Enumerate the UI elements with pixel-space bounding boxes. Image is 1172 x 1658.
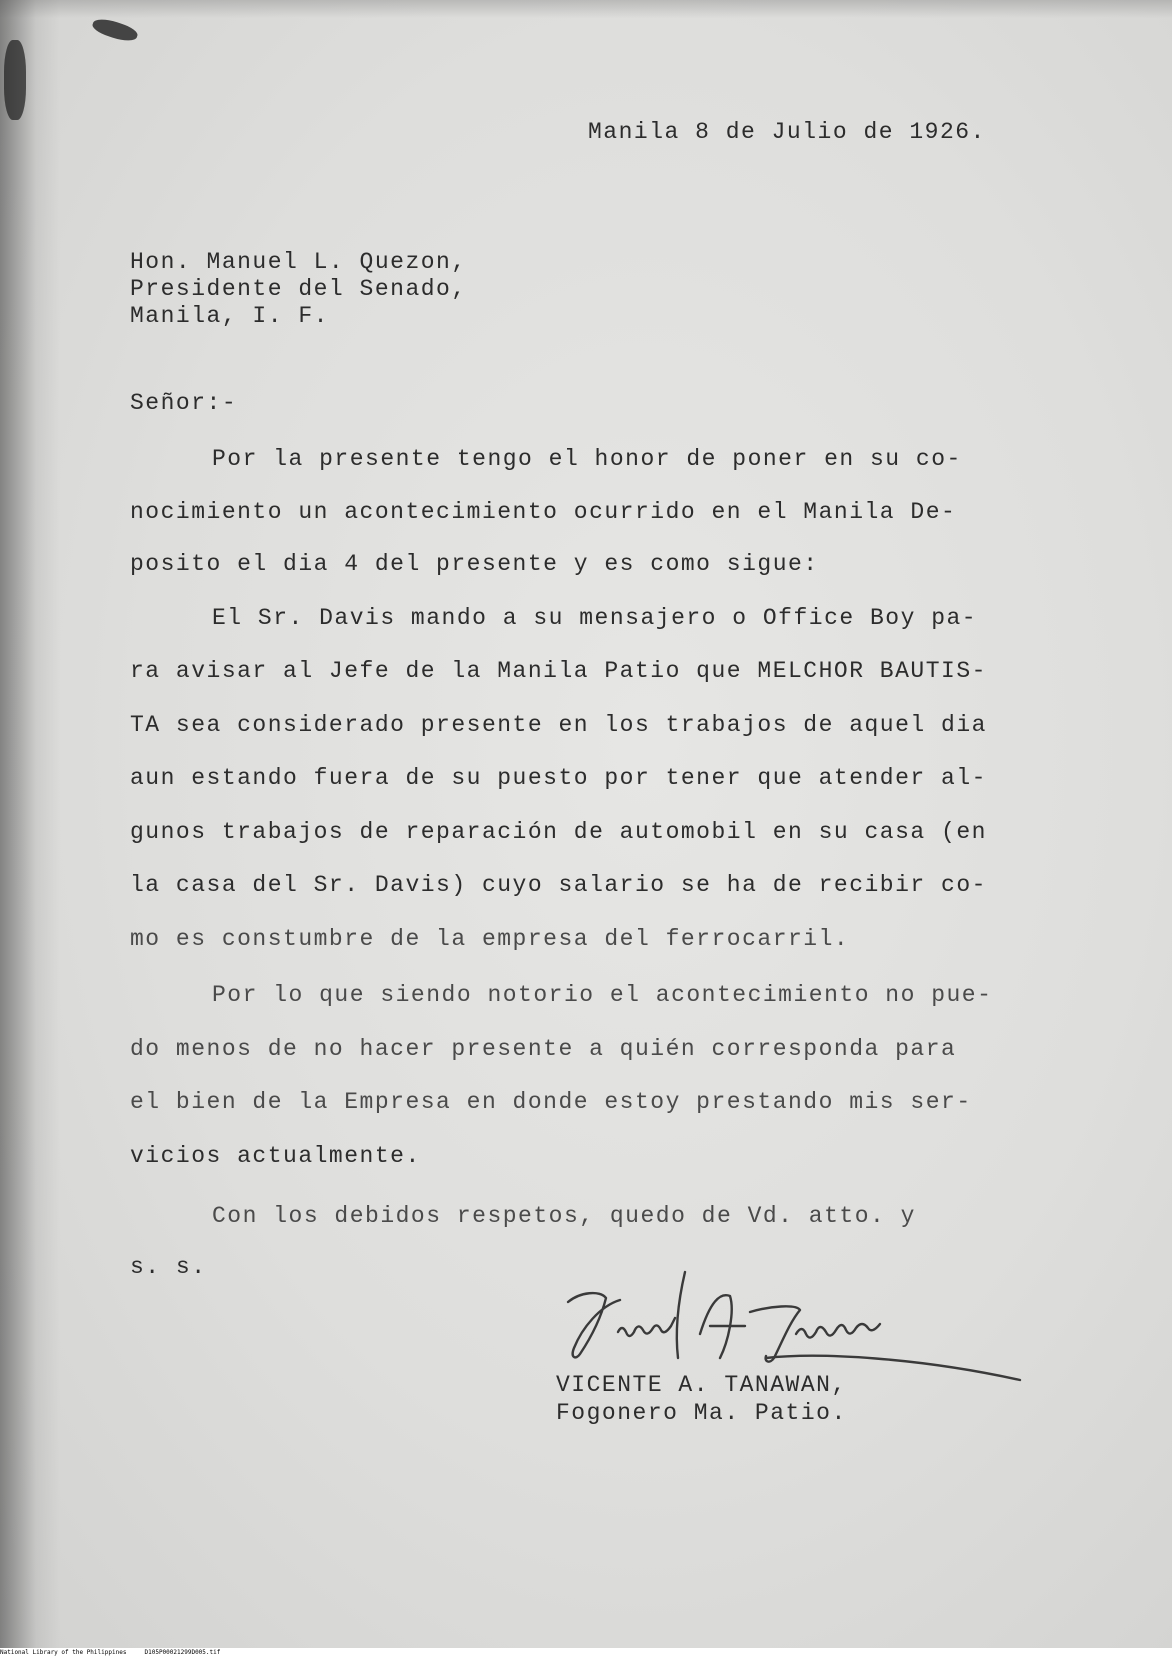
body-line-10: mo es constumbre de la empresa del ferrocarril. — [130, 926, 850, 952]
body-line-4: El Sr. Davis mando a su mensajero o Office Boy pa- — [212, 605, 978, 631]
page-edge-shadow — [0, 0, 60, 1648]
body-line-2: nocimiento un acontecimiento ocurrido en el Manila De- — [130, 499, 957, 525]
closing-line: Con los debidos respetos, quedo de Vd. atto. y — [212, 1203, 916, 1229]
ink-smudge-edge — [4, 40, 26, 120]
salutation: Señor:- — [130, 390, 238, 416]
body-line-11: Por lo que siendo notorio el acontecimiento no pue- — [212, 982, 993, 1008]
date-line: Manila 8 de Julio de 1926. — [588, 119, 986, 145]
body-line-1: Por la presente tengo el honor de poner en su co- — [212, 446, 962, 472]
closing-abbreviation: s. s. — [130, 1254, 207, 1280]
body-line-6: TA sea considerado presente en los trabajos de aquel dia — [130, 712, 987, 738]
addressee-line-3: Manila, I. F. — [130, 303, 329, 329]
body-line-13: el bien de la Empresa en donde estoy prestando mis ser- — [130, 1089, 972, 1115]
body-line-5: ra avisar al Jefe de la Manila Patio que MELCHOR BAUTIS- — [130, 658, 987, 684]
body-line-14: vicios actualmente. — [130, 1143, 421, 1169]
body-line-12: do menos de no hacer presente a quién corresponda para — [130, 1036, 957, 1062]
signer-title: Fogonero Ma. Patio. — [556, 1400, 847, 1426]
addressee-line-2: Presidente del Senado, — [130, 276, 467, 302]
addressee-line-1: Hon. Manuel L. Quezon, — [130, 249, 467, 275]
body-line-8: gunos trabajos de reparación de automobil en su casa (en — [130, 819, 987, 845]
body-line-9: la casa del Sr. Davis) cuyo salario se ha de recibir co- — [130, 872, 987, 898]
body-line-7: aun estando fuera de su puesto por tener que atender al- — [130, 765, 987, 791]
body-line-3: posito el dia 4 del presente y es como sigue: — [130, 551, 819, 577]
page-top-shadow — [0, 0, 1172, 18]
signer-name: VICENTE A. TANAWAN, — [556, 1372, 847, 1398]
ink-smudge — [91, 15, 140, 44]
archive-caption: National Library of the Philippines D105P00021299D005.tif — [0, 1649, 221, 1656]
